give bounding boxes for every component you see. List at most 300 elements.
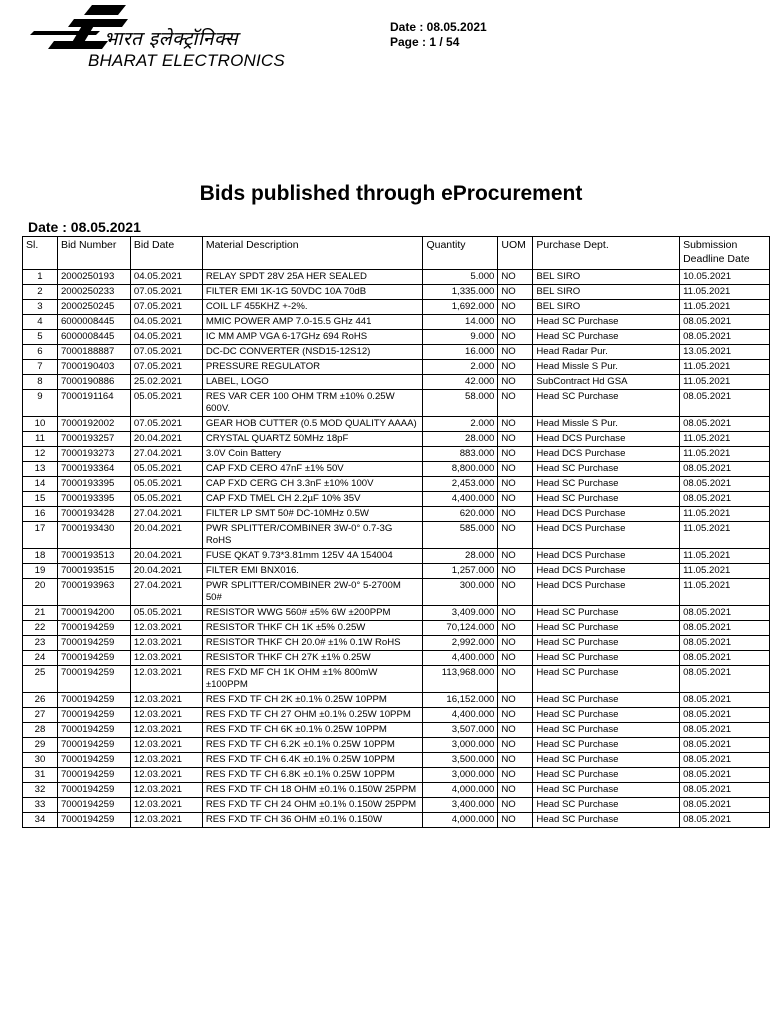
row-bid-date: 05.05.2021 bbox=[130, 390, 202, 417]
row-uom: NO bbox=[498, 621, 533, 636]
row-quantity: 585.000 bbox=[423, 522, 498, 549]
row-uom: NO bbox=[498, 447, 533, 462]
row-bid-number: 7000194259 bbox=[57, 666, 130, 693]
table-row bbox=[23, 636, 770, 651]
row-purchase-dept: SubContract Hd GSA bbox=[533, 375, 680, 390]
row-material-description: RES FXD MF CH 1K OHM ±1% 800mW ±100PPM bbox=[202, 666, 423, 693]
table-row bbox=[23, 300, 770, 315]
col-material-description: Material Description bbox=[202, 237, 423, 270]
row-material-description: RES FXD TF CH 6K ±0.1% 0.25W 10PPM bbox=[202, 723, 423, 738]
row-bid-number: 7000193963 bbox=[57, 579, 130, 606]
row-material-description: RESISTOR THKF CH 27K ±1% 0.25W bbox=[202, 651, 423, 666]
row-bid-date: 25.02.2021 bbox=[130, 375, 202, 390]
row-material-description: FILTER LP SMT 50# DC-10MHz 0.5W bbox=[202, 507, 423, 522]
col-purchase-dept: Purchase Dept. bbox=[533, 237, 680, 270]
row-bid-date: 05.05.2021 bbox=[130, 492, 202, 507]
row-uom: NO bbox=[498, 315, 533, 330]
row-sl: 24 bbox=[23, 651, 58, 666]
row-quantity: 1,692.000 bbox=[423, 300, 498, 315]
row-bid-number: 7000190886 bbox=[57, 375, 130, 390]
row-quantity: 4,400.000 bbox=[423, 708, 498, 723]
table-row bbox=[23, 492, 770, 507]
row-sl: 23 bbox=[23, 636, 58, 651]
row-sl: 33 bbox=[23, 798, 58, 813]
row-uom: NO bbox=[498, 666, 533, 693]
row-quantity: 3,507.000 bbox=[423, 723, 498, 738]
row-bid-number: 7000194259 bbox=[57, 693, 130, 708]
row-material-description: CAP FXD CERG CH 3.3nF ±10% 100V bbox=[202, 477, 423, 492]
row-purchase-dept: Head Radar Pur. bbox=[533, 345, 680, 360]
row-purchase-dept: Head SC Purchase bbox=[533, 723, 680, 738]
row-quantity: 4,000.000 bbox=[423, 783, 498, 798]
row-sl: 4 bbox=[23, 315, 58, 330]
row-bid-number: 7000193395 bbox=[57, 477, 130, 492]
row-material-description: PRESSURE REGULATOR bbox=[202, 360, 423, 375]
row-purchase-dept: Head SC Purchase bbox=[533, 330, 680, 345]
row-purchase-dept: Head SC Purchase bbox=[533, 768, 680, 783]
row-bid-number: 7000194259 bbox=[57, 723, 130, 738]
row-uom: NO bbox=[498, 432, 533, 447]
table-row bbox=[23, 270, 770, 285]
row-bid-number: 7000193395 bbox=[57, 492, 130, 507]
row-sl: 6 bbox=[23, 345, 58, 360]
row-deadline: 08.05.2021 bbox=[680, 753, 770, 768]
row-material-description: 3.0V Coin Battery bbox=[202, 447, 423, 462]
row-material-description: FUSE QKAT 9.73*3.81mm 125V 4A 154004 bbox=[202, 549, 423, 564]
row-bid-number: 6000008445 bbox=[57, 330, 130, 345]
page-number: Page : 1 / 54 bbox=[390, 35, 460, 49]
row-uom: NO bbox=[498, 300, 533, 315]
row-uom: NO bbox=[498, 390, 533, 417]
row-sl: 21 bbox=[23, 606, 58, 621]
row-quantity: 3,400.000 bbox=[423, 798, 498, 813]
table-row bbox=[23, 693, 770, 708]
row-quantity: 883.000 bbox=[423, 447, 498, 462]
row-purchase-dept: Head SC Purchase bbox=[533, 651, 680, 666]
row-bid-date: 12.03.2021 bbox=[130, 738, 202, 753]
page-meta bbox=[390, 20, 487, 50]
row-sl: 13 bbox=[23, 462, 58, 477]
table-row bbox=[23, 768, 770, 783]
row-purchase-dept: Head SC Purchase bbox=[533, 636, 680, 651]
row-purchase-dept: Head SC Purchase bbox=[533, 693, 680, 708]
row-sl: 25 bbox=[23, 666, 58, 693]
row-bid-number: 7000193364 bbox=[57, 462, 130, 477]
row-deadline: 11.05.2021 bbox=[680, 522, 770, 549]
row-uom: NO bbox=[498, 330, 533, 345]
table-row bbox=[23, 753, 770, 768]
row-material-description: MMIC POWER AMP 7.0-15.5 GHz 441 bbox=[202, 315, 423, 330]
row-bid-number: 7000193428 bbox=[57, 507, 130, 522]
row-quantity: 4,400.000 bbox=[423, 651, 498, 666]
row-purchase-dept: Head DCS Purchase bbox=[533, 432, 680, 447]
row-sl: 29 bbox=[23, 738, 58, 753]
row-bid-number: 7000194259 bbox=[57, 621, 130, 636]
row-uom: NO bbox=[498, 507, 533, 522]
table-row bbox=[23, 798, 770, 813]
row-material-description: FILTER EMI 1K-1G 50VDC 10A 70dB bbox=[202, 285, 423, 300]
row-sl: 7 bbox=[23, 360, 58, 375]
logo-english-text: BHARAT ELECTRONICS bbox=[88, 51, 285, 70]
table-row bbox=[23, 666, 770, 693]
row-sl: 1 bbox=[23, 270, 58, 285]
row-purchase-dept: Head SC Purchase bbox=[533, 783, 680, 798]
row-uom: NO bbox=[498, 285, 533, 300]
row-uom: NO bbox=[498, 345, 533, 360]
row-bid-date: 20.04.2021 bbox=[130, 564, 202, 579]
row-quantity: 28.000 bbox=[423, 432, 498, 447]
row-quantity: 14.000 bbox=[423, 315, 498, 330]
row-deadline: 08.05.2021 bbox=[680, 666, 770, 693]
row-bid-date: 12.03.2021 bbox=[130, 666, 202, 693]
row-sl: 27 bbox=[23, 708, 58, 723]
row-purchase-dept: Head Missle S Pur. bbox=[533, 417, 680, 432]
row-sl: 14 bbox=[23, 477, 58, 492]
row-bid-date: 20.04.2021 bbox=[130, 522, 202, 549]
table-row bbox=[23, 606, 770, 621]
row-deadline: 08.05.2021 bbox=[680, 330, 770, 345]
row-quantity: 2,992.000 bbox=[423, 636, 498, 651]
row-deadline: 11.05.2021 bbox=[680, 360, 770, 375]
row-material-description: FILTER EMI BNX016. bbox=[202, 564, 423, 579]
table-row bbox=[23, 285, 770, 300]
row-material-description: RES FXD TF CH 27 OHM ±0.1% 0.25W 10PPM bbox=[202, 708, 423, 723]
row-bid-number: 7000193515 bbox=[57, 564, 130, 579]
row-bid-date: 12.03.2021 bbox=[130, 708, 202, 723]
row-uom: NO bbox=[498, 636, 533, 651]
row-bid-number: 2000250193 bbox=[57, 270, 130, 285]
row-quantity: 3,000.000 bbox=[423, 768, 498, 783]
row-sl: 9 bbox=[23, 390, 58, 417]
row-deadline: 08.05.2021 bbox=[680, 651, 770, 666]
table-row bbox=[23, 390, 770, 417]
table-row bbox=[23, 651, 770, 666]
row-quantity: 9.000 bbox=[423, 330, 498, 345]
row-sl: 18 bbox=[23, 549, 58, 564]
row-deadline: 08.05.2021 bbox=[680, 462, 770, 477]
table-row bbox=[23, 579, 770, 606]
row-purchase-dept: Head SC Purchase bbox=[533, 708, 680, 723]
row-bid-date: 12.03.2021 bbox=[130, 723, 202, 738]
row-bid-number: 7000188887 bbox=[57, 345, 130, 360]
row-bid-number: 7000193257 bbox=[57, 432, 130, 447]
row-purchase-dept: Head DCS Purchase bbox=[533, 579, 680, 606]
row-uom: NO bbox=[498, 753, 533, 768]
row-bid-number: 7000194259 bbox=[57, 813, 130, 828]
row-purchase-dept: Head SC Purchase bbox=[533, 798, 680, 813]
row-bid-date: 07.05.2021 bbox=[130, 285, 202, 300]
row-uom: NO bbox=[498, 768, 533, 783]
col-uom: UOM bbox=[498, 237, 533, 270]
row-quantity: 1,257.000 bbox=[423, 564, 498, 579]
row-sl: 5 bbox=[23, 330, 58, 345]
row-purchase-dept: Head DCS Purchase bbox=[533, 447, 680, 462]
row-bid-date: 20.04.2021 bbox=[130, 549, 202, 564]
row-deadline: 11.05.2021 bbox=[680, 285, 770, 300]
row-quantity: 2,453.000 bbox=[423, 477, 498, 492]
row-bid-date: 07.05.2021 bbox=[130, 360, 202, 375]
row-bid-date: 12.03.2021 bbox=[130, 813, 202, 828]
row-uom: NO bbox=[498, 693, 533, 708]
row-purchase-dept: Head SC Purchase bbox=[533, 753, 680, 768]
table-row bbox=[23, 330, 770, 345]
row-deadline: 08.05.2021 bbox=[680, 636, 770, 651]
row-bid-date: 05.05.2021 bbox=[130, 606, 202, 621]
table-row bbox=[23, 360, 770, 375]
row-quantity: 1,335.000 bbox=[423, 285, 498, 300]
logo-hindi-text: भारत इलेक्ट्रॉनिक्स bbox=[104, 28, 239, 50]
table-row bbox=[23, 345, 770, 360]
row-material-description: RES FXD TF CH 2K ±0.1% 0.25W 10PPM bbox=[202, 693, 423, 708]
row-purchase-dept: Head SC Purchase bbox=[533, 462, 680, 477]
row-sl: 31 bbox=[23, 768, 58, 783]
row-deadline: 11.05.2021 bbox=[680, 300, 770, 315]
row-uom: NO bbox=[498, 783, 533, 798]
col-quantity: Quantity bbox=[423, 237, 498, 270]
row-uom: NO bbox=[498, 477, 533, 492]
row-quantity: 28.000 bbox=[423, 549, 498, 564]
row-material-description: RES FXD TF CH 36 OHM ±0.1% 0.150W bbox=[202, 813, 423, 828]
row-material-description: PWR SPLITTER/COMBINER 2W-0° 5-2700M 50# bbox=[202, 579, 423, 606]
table-row bbox=[23, 708, 770, 723]
row-uom: NO bbox=[498, 708, 533, 723]
row-sl: 32 bbox=[23, 783, 58, 798]
row-deadline: 11.05.2021 bbox=[680, 375, 770, 390]
row-uom: NO bbox=[498, 270, 533, 285]
row-purchase-dept: Head SC Purchase bbox=[533, 621, 680, 636]
report-date: Date : 08.05.2021 bbox=[28, 219, 141, 235]
row-sl: 15 bbox=[23, 492, 58, 507]
table-row bbox=[23, 522, 770, 549]
row-bid-date: 12.03.2021 bbox=[130, 783, 202, 798]
row-bid-number: 7000190403 bbox=[57, 360, 130, 375]
row-uom: NO bbox=[498, 606, 533, 621]
row-bid-date: 05.05.2021 bbox=[130, 477, 202, 492]
row-bid-number: 7000194259 bbox=[57, 783, 130, 798]
row-deadline: 11.05.2021 bbox=[680, 579, 770, 606]
row-purchase-dept: BEL SIRO bbox=[533, 270, 680, 285]
row-quantity: 8,800.000 bbox=[423, 462, 498, 477]
row-bid-number: 7000194259 bbox=[57, 738, 130, 753]
row-sl: 16 bbox=[23, 507, 58, 522]
row-uom: NO bbox=[498, 375, 533, 390]
table-row bbox=[23, 315, 770, 330]
row-purchase-dept: Head DCS Purchase bbox=[533, 507, 680, 522]
row-material-description: PWR SPLITTER/COMBINER 3W-0° 0.7-3G RoHS bbox=[202, 522, 423, 549]
row-deadline: 08.05.2021 bbox=[680, 723, 770, 738]
row-purchase-dept: BEL SIRO bbox=[533, 285, 680, 300]
row-material-description: DC-DC CONVERTER (NSD15-12S12) bbox=[202, 345, 423, 360]
row-material-description: COIL LF 455KHZ +-2%. bbox=[202, 300, 423, 315]
row-deadline: 08.05.2021 bbox=[680, 768, 770, 783]
row-bid-date: 04.05.2021 bbox=[130, 330, 202, 345]
row-uom: NO bbox=[498, 492, 533, 507]
row-bid-date: 20.04.2021 bbox=[130, 432, 202, 447]
row-bid-date: 27.04.2021 bbox=[130, 579, 202, 606]
row-sl: 11 bbox=[23, 432, 58, 447]
row-purchase-dept: Head SC Purchase bbox=[533, 606, 680, 621]
row-quantity: 2.000 bbox=[423, 417, 498, 432]
row-sl: 28 bbox=[23, 723, 58, 738]
row-quantity: 4,000.000 bbox=[423, 813, 498, 828]
row-deadline: 11.05.2021 bbox=[680, 564, 770, 579]
table-row bbox=[23, 621, 770, 636]
row-bid-date: 27.04.2021 bbox=[130, 507, 202, 522]
row-material-description: IC MM AMP VGA 6-17GHz 694 RoHS bbox=[202, 330, 423, 345]
col-bid-date: Bid Date bbox=[130, 237, 202, 270]
row-uom: NO bbox=[498, 813, 533, 828]
row-material-description: LABEL, LOGO bbox=[202, 375, 423, 390]
row-purchase-dept: Head DCS Purchase bbox=[533, 522, 680, 549]
row-purchase-dept: Head SC Purchase bbox=[533, 390, 680, 417]
row-quantity: 5.000 bbox=[423, 270, 498, 285]
row-material-description: CAP FXD TMEL CH 2.2µF 10% 35V bbox=[202, 492, 423, 507]
row-sl: 12 bbox=[23, 447, 58, 462]
row-purchase-dept: Head SC Purchase bbox=[533, 477, 680, 492]
table-row bbox=[23, 549, 770, 564]
row-bid-number: 2000250233 bbox=[57, 285, 130, 300]
row-material-description: RES FXD TF CH 18 OHM ±0.1% 0.150W 25PPM bbox=[202, 783, 423, 798]
row-quantity: 620.000 bbox=[423, 507, 498, 522]
table-row bbox=[23, 738, 770, 753]
row-quantity: 42.000 bbox=[423, 375, 498, 390]
row-deadline: 10.05.2021 bbox=[680, 270, 770, 285]
row-uom: NO bbox=[498, 462, 533, 477]
row-material-description: CAP FXD CERO 47nF ±1% 50V bbox=[202, 462, 423, 477]
row-bid-date: 12.03.2021 bbox=[130, 753, 202, 768]
row-deadline: 08.05.2021 bbox=[680, 606, 770, 621]
row-bid-date: 12.03.2021 bbox=[130, 768, 202, 783]
row-bid-date: 12.03.2021 bbox=[130, 798, 202, 813]
col-sl: Sl. bbox=[23, 237, 58, 270]
row-purchase-dept: Head SC Purchase bbox=[533, 666, 680, 693]
row-deadline: 08.05.2021 bbox=[680, 783, 770, 798]
row-uom: NO bbox=[498, 579, 533, 606]
row-bid-number: 7000194200 bbox=[57, 606, 130, 621]
row-deadline: 08.05.2021 bbox=[680, 492, 770, 507]
table-row bbox=[23, 507, 770, 522]
row-bid-number: 7000194259 bbox=[57, 708, 130, 723]
row-bid-number: 7000194259 bbox=[57, 768, 130, 783]
row-sl: 3 bbox=[23, 300, 58, 315]
row-material-description: GEAR HOB CUTTER (0.5 MOD QUALITY AAAA) bbox=[202, 417, 423, 432]
row-quantity: 113,968.000 bbox=[423, 666, 498, 693]
row-uom: NO bbox=[498, 723, 533, 738]
row-quantity: 3,409.000 bbox=[423, 606, 498, 621]
table-row bbox=[23, 417, 770, 432]
col-submission-deadline: Submission Deadline Date bbox=[680, 237, 770, 270]
row-sl: 2 bbox=[23, 285, 58, 300]
row-quantity: 16.000 bbox=[423, 345, 498, 360]
row-bid-number: 7000193273 bbox=[57, 447, 130, 462]
table-row bbox=[23, 813, 770, 828]
row-bid-number: 7000193430 bbox=[57, 522, 130, 549]
row-quantity: 300.000 bbox=[423, 579, 498, 606]
row-bid-number: 7000192002 bbox=[57, 417, 130, 432]
row-quantity: 3,000.000 bbox=[423, 738, 498, 753]
row-uom: NO bbox=[498, 564, 533, 579]
row-deadline: 08.05.2021 bbox=[680, 798, 770, 813]
row-material-description: RES FXD TF CH 24 OHM ±0.1% 0.150W 25PPM bbox=[202, 798, 423, 813]
row-sl: 30 bbox=[23, 753, 58, 768]
row-sl: 19 bbox=[23, 564, 58, 579]
row-quantity: 2.000 bbox=[423, 360, 498, 375]
row-bid-number: 7000193513 bbox=[57, 549, 130, 564]
row-uom: NO bbox=[498, 798, 533, 813]
row-bid-date: 12.03.2021 bbox=[130, 693, 202, 708]
row-material-description: RES FXD TF CH 6.2K ±0.1% 0.25W 10PPM bbox=[202, 738, 423, 753]
row-deadline: 13.05.2021 bbox=[680, 345, 770, 360]
row-material-description: RES FXD TF CH 6.4K ±0.1% 0.25W 10PPM bbox=[202, 753, 423, 768]
row-uom: NO bbox=[498, 360, 533, 375]
table-row bbox=[23, 432, 770, 447]
row-bid-date: 04.05.2021 bbox=[130, 270, 202, 285]
row-purchase-dept: Head SC Purchase bbox=[533, 492, 680, 507]
row-purchase-dept: Head DCS Purchase bbox=[533, 564, 680, 579]
row-bid-number: 7000194259 bbox=[57, 753, 130, 768]
row-sl: 8 bbox=[23, 375, 58, 390]
row-deadline: 08.05.2021 bbox=[680, 708, 770, 723]
table-row bbox=[23, 375, 770, 390]
row-deadline: 08.05.2021 bbox=[680, 477, 770, 492]
bids-table bbox=[22, 236, 770, 828]
row-deadline: 08.05.2021 bbox=[680, 621, 770, 636]
row-bid-date: 07.05.2021 bbox=[130, 300, 202, 315]
table-row bbox=[23, 462, 770, 477]
row-bid-number: 7000191164 bbox=[57, 390, 130, 417]
row-quantity: 58.000 bbox=[423, 390, 498, 417]
row-deadline: 08.05.2021 bbox=[680, 315, 770, 330]
row-bid-number: 7000194259 bbox=[57, 636, 130, 651]
row-deadline: 11.05.2021 bbox=[680, 549, 770, 564]
row-material-description: CRYSTAL QUARTZ 50MHz 18pF bbox=[202, 432, 423, 447]
row-bid-date: 12.03.2021 bbox=[130, 636, 202, 651]
row-quantity: 70,124.000 bbox=[423, 621, 498, 636]
row-deadline: 11.05.2021 bbox=[680, 447, 770, 462]
row-material-description: RELAY SPDT 28V 25A HER SEALED bbox=[202, 270, 423, 285]
row-sl: 26 bbox=[23, 693, 58, 708]
row-uom: NO bbox=[498, 522, 533, 549]
page-title: Bids published through eProcurement bbox=[199, 182, 583, 205]
table-row bbox=[23, 477, 770, 492]
row-sl: 17 bbox=[23, 522, 58, 549]
row-deadline: 08.05.2021 bbox=[680, 813, 770, 828]
table-header-row bbox=[23, 237, 770, 270]
col-bid-number: Bid Number bbox=[57, 237, 130, 270]
row-bid-number: 2000250245 bbox=[57, 300, 130, 315]
row-material-description: RESISTOR THKF CH 1K ±5% 0.25W bbox=[202, 621, 423, 636]
row-deadline: 08.05.2021 bbox=[680, 390, 770, 417]
row-uom: NO bbox=[498, 651, 533, 666]
table-row bbox=[23, 447, 770, 462]
row-bid-number: 7000194259 bbox=[57, 798, 130, 813]
row-material-description: RESISTOR WWG 560# ±5% 6W ±200PPM bbox=[202, 606, 423, 621]
row-material-description: RESISTOR THKF CH 20.0# ±1% 0.1W RoHS bbox=[202, 636, 423, 651]
company-logo bbox=[30, 5, 340, 71]
row-deadline: 08.05.2021 bbox=[680, 417, 770, 432]
row-sl: 20 bbox=[23, 579, 58, 606]
row-sl: 22 bbox=[23, 621, 58, 636]
row-sl: 34 bbox=[23, 813, 58, 828]
row-bid-date: 05.05.2021 bbox=[130, 462, 202, 477]
row-quantity: 16,152.000 bbox=[423, 693, 498, 708]
row-purchase-dept: Head Missle S Pur. bbox=[533, 360, 680, 375]
row-uom: NO bbox=[498, 549, 533, 564]
row-quantity: 4,400.000 bbox=[423, 492, 498, 507]
row-deadline: 11.05.2021 bbox=[680, 507, 770, 522]
row-bid-date: 27.04.2021 bbox=[130, 447, 202, 462]
row-bid-number: 7000194259 bbox=[57, 651, 130, 666]
